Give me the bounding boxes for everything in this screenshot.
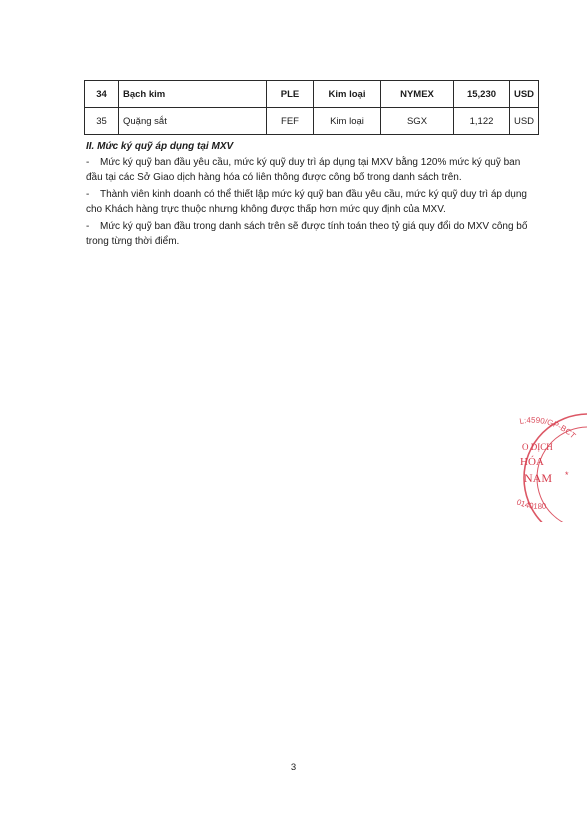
- margin-table: [84, 80, 539, 135]
- currency-cell: USD: [510, 81, 539, 108]
- currency-cell: USD: [510, 108, 539, 135]
- svg-text:0140180: 0140180: [515, 497, 547, 511]
- svg-text:O DỊCH: O DỊCH: [522, 442, 553, 452]
- svg-text:HÓA: HÓA: [520, 456, 544, 468]
- commodity-group-cell: Kim loại: [314, 81, 381, 108]
- commodity-name-cell: Quặng sắt: [119, 108, 267, 135]
- paragraph: - Thành viên kinh doanh có thể thiết lập mức ký quỹ ban đầu yêu cầu, mức ký quỹ duy trì áp dụng cho Khách hàng trực thuộc nhưng không được thấp hơn mức quy định của MXV.: [86, 189, 527, 215]
- margin-value-cell: 15,230: [454, 81, 510, 108]
- red-seal-stamp: [510, 392, 587, 522]
- commodity-code-cell: FEF: [267, 108, 314, 135]
- svg-text:*: *: [565, 470, 569, 480]
- row-number-cell: 35: [85, 108, 119, 135]
- exchange-cell: SGX: [381, 108, 454, 135]
- commodity-name-cell: Bạch kim: [119, 81, 267, 108]
- exchange-cell: NYMEX: [381, 81, 454, 108]
- commodity-group-cell: Kim loại: [314, 108, 381, 135]
- row-number-cell: 34: [85, 81, 119, 108]
- page-number: 3: [290, 762, 297, 773]
- margin-value-cell: 1,122: [454, 108, 510, 135]
- table-row: [85, 108, 539, 135]
- paragraph: - Mức ký quỹ ban đầu yêu cầu, mức ký quỹ duy trì áp dụng tại MXV bằng 120% mức ký quỹ ban đầu tại các Sở Giao dịch hàng hóa có liên thông được công bố trong danh sách trên.: [86, 157, 521, 183]
- svg-text:NAM: NAM: [524, 471, 553, 485]
- margin-section: [86, 139, 528, 251]
- table-row: [85, 81, 539, 108]
- svg-text:L:4590/GP-BCT: L:4590/GP-BCT: [518, 415, 578, 441]
- paragraph: - Mức ký quỹ ban đầu trong danh sách trên sẽ được tính toán theo tỷ giá quy đổi do MXV công bố trong từng thời điểm.: [86, 221, 528, 247]
- commodity-code-cell: PLE: [267, 81, 314, 108]
- section-title: II. Mức ký quỹ áp dụng tại MXV: [86, 141, 234, 152]
